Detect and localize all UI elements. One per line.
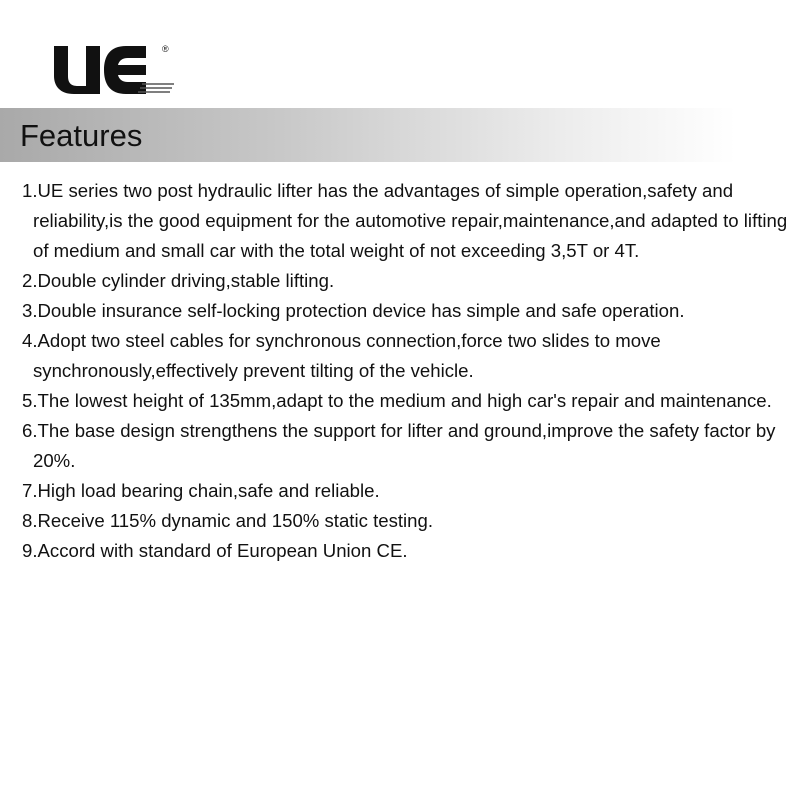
feature-item: 7.High load bearing chain,safe and reliable. — [22, 480, 380, 501]
feature-item: 5.The lowest height of 135mm,adapt to the medium and high car's repair and maintenance. — [22, 390, 772, 411]
feature-item: 3.Double insurance self-locking protection device has simple and safe operation. — [22, 300, 685, 321]
feature-item: 4.Adopt two steel cables for synchronous connection,force two slides to move synchronously,effectively prevent tilting of the vehicle. — [22, 330, 661, 381]
feature-item: 9.Accord with standard of European Union CE. — [22, 540, 408, 561]
feature-item: 6.The base design strengthens the support for lifter and ground,improve the safety factor by 20%. — [22, 420, 776, 471]
svg-text:®: ® — [162, 44, 169, 54]
feature-item: 8.Receive 115% dynamic and 150% static testing. — [22, 510, 434, 531]
features-list — [22, 176, 797, 566]
features-banner — [0, 108, 800, 162]
feature-item: 2.Double cylinder driving,stable lifting. — [22, 270, 335, 291]
ue-logo — [50, 40, 180, 102]
feature-item: 1.UE series two post hydraulic lifter has the advantages of simple operation,safety and reliability,is the good equipment for the automotive repair,maintenance,and adapted to lifting of medium and small car with the total weight of not exceeding 3,5T or 4T. — [22, 180, 788, 261]
section-title: Features — [20, 118, 143, 153]
